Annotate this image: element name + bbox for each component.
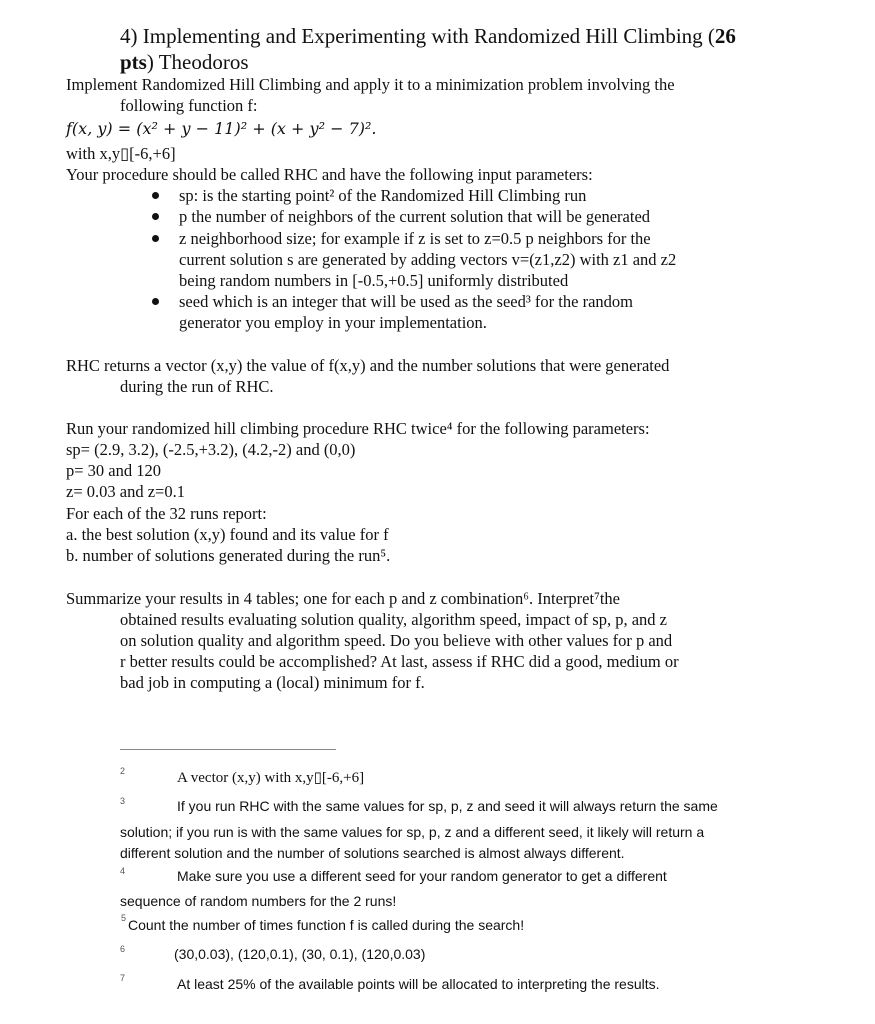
footnote-2-marker: 2 xyxy=(120,766,126,776)
run-report: For each of the 32 runs report: xyxy=(66,504,267,523)
footnote-4-marker: 4 xyxy=(120,866,126,876)
bullet-seed-line2: generator you employ in your implementation. xyxy=(179,313,487,332)
footnote-3-marker: 3 xyxy=(120,796,126,806)
footnote-3-line2: solution; if you run is with the same values for sp, p, z and a different seed, it likely will return a xyxy=(120,824,705,840)
summary-line5: bad job in computing a (local) minimum for f. xyxy=(120,673,425,692)
footnote-4-line1: Make sure you use a different seed for your random generator to get a different xyxy=(177,868,667,884)
intro-line1: Implement Randomized Hill Climbing and apply it to a minimization problem involving the xyxy=(66,75,675,94)
heading-pts-label: pts xyxy=(120,50,147,74)
bullet-icon xyxy=(152,235,159,242)
intro-line2: following function f: xyxy=(120,96,258,115)
summary-line1: Summarize your results in 4 tables; one for each p and z combination⁶. Interpret⁷the xyxy=(66,589,620,608)
bullet-p: p the number of neighbors of the current solution that will be generated xyxy=(179,207,651,226)
run-z: z= 0.03 and z=0.1 xyxy=(66,482,185,501)
domain-text: with x,y▯[-6,+6] xyxy=(66,144,176,163)
bullet-sp: sp: is the starting point² of the Randomized Hill Climbing run xyxy=(179,186,587,205)
heading-text: 4) Implementing and Experimenting with Randomized Hill Climbing ( xyxy=(120,24,715,48)
bullet-z-line3: being random numbers in [-0.5,+0.5] uniformly distributed xyxy=(179,271,569,290)
footnote-5-marker: 5 xyxy=(121,913,127,923)
run-item-b: b. number of solutions generated during the run⁵. xyxy=(66,546,391,565)
function-formula: f(x, y) = (x² + y − 11)² + (x + y² − 7)². xyxy=(66,119,377,138)
summary-line2: obtained results evaluating solution quality, algorithm speed, impact of sp, p, and z xyxy=(120,610,667,629)
heading-author: ) Theodoros xyxy=(146,50,249,74)
summary-line4: r better results could be accomplished? At last, assess if RHC did a good, medium or xyxy=(120,652,679,671)
footnote-3-line3: different solution and the number of solutions searched is almost always different. xyxy=(120,845,625,861)
footnote-6-text: (30,0.03), (120,0.1), (30, 0.1), (120,0.03) xyxy=(174,946,426,962)
returns-line2: during the run of RHC. xyxy=(120,377,274,396)
footnote-7-text: At least 25% of the available points will be allocated to interpreting the results. xyxy=(177,976,660,992)
bullet-icon xyxy=(152,213,159,220)
bullet-z-line1: z neighborhood size; for example if z is set to z=0.5 p neighbors for the xyxy=(179,229,651,248)
bullet-icon xyxy=(152,192,159,199)
params-intro: Your procedure should be called RHC and have the following input parameters: xyxy=(66,165,593,184)
run-sp: sp= (2.9, 3.2), (-2.5,+3.2), (4.2,-2) and (0,0) xyxy=(66,440,356,459)
heading-points-value: 26 xyxy=(714,24,736,48)
footnote-4-line2: sequence of random numbers for the 2 runs! xyxy=(120,893,397,909)
footnote-5-text: Count the number of times function f is called during the search! xyxy=(128,917,525,933)
summary-line3: on solution quality and algorithm speed. Do you believe with other values for p and xyxy=(120,631,673,650)
run-line1: Run your randomized hill climbing procedure RHC twice⁴ for the following parameters: xyxy=(66,419,650,438)
run-item-a: a. the best solution (x,y) found and its value for f xyxy=(66,525,389,544)
footnote-6-marker: 6 xyxy=(120,944,126,954)
footnote-7-marker: 7 xyxy=(120,973,126,983)
section-heading-line2 xyxy=(120,50,249,75)
bullet-z-line2: current solution s are generated by adding vectors v=(z1,z2) with z1 and z2 xyxy=(179,250,677,269)
footnote-3-line1: If you run RHC with the same values for sp, p, z and seed it will always return the same xyxy=(177,798,718,814)
bullet-seed-line1: seed which is an integer that will be used as the seed³ for the random xyxy=(179,292,633,311)
footnote-2-text: A vector (x,y) with x,y▯[-6,+6] xyxy=(177,770,365,786)
returns-line1: RHC returns a vector (x,y) the value of f(x,y) and the number solutions that were generated xyxy=(66,356,670,375)
footnote-separator xyxy=(120,749,336,750)
bullet-icon xyxy=(152,298,159,305)
section-heading-line1 xyxy=(120,24,736,49)
run-p: p= 30 and 120 xyxy=(66,461,162,480)
